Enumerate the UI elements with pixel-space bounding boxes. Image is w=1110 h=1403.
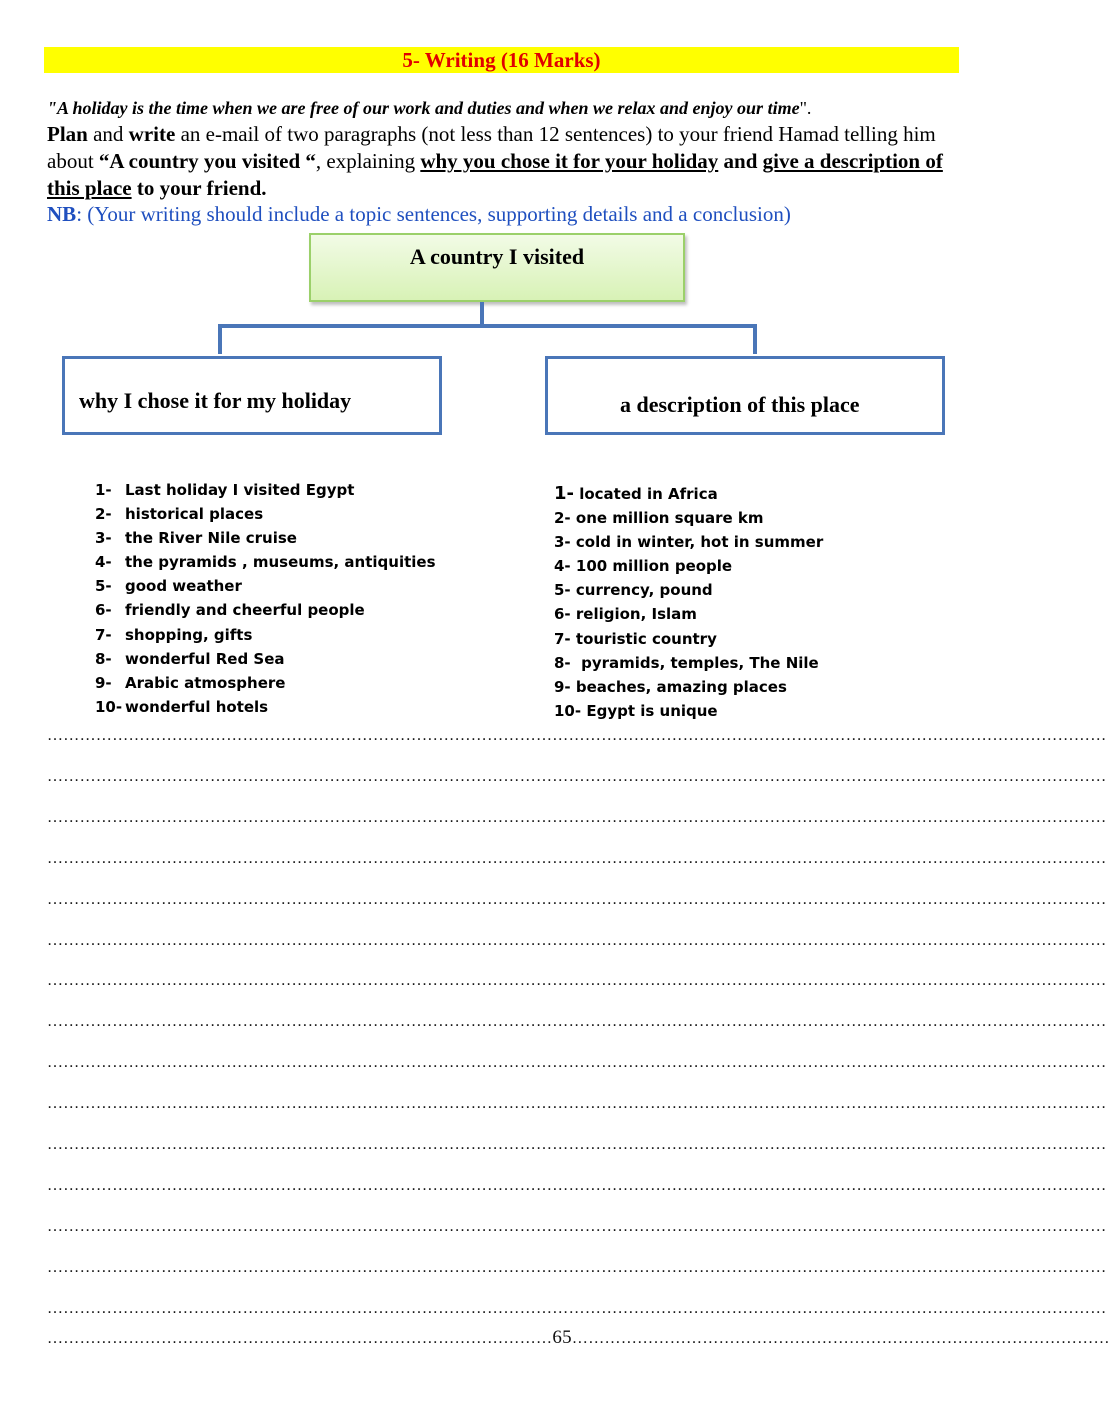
list-item-text: Last holiday I visited Egypt [125,481,355,499]
writing-line: …………………………………………………………………………………………………………………………………………………………………………… [47,1299,1107,1317]
section-title: 5- Writing (16 Marks) [44,47,959,73]
task-plan: Plan [47,122,88,146]
writing-line: …………………………………………………………………………………………………………………………………………………………………………… [47,808,1107,826]
list-item-number: 9- [554,677,571,696]
last-line-left: ………………………………………………………………………………… [47,1330,553,1347]
diagram-connector-stem [480,302,484,326]
reasons-list [95,478,436,719]
list-item [95,695,436,719]
list-item-number: 4- [95,553,112,572]
task-and: and [87,122,129,146]
writing-line: …………………………………………………………………………………………………………………………………………………………………………… [47,767,1107,785]
list-item-number: 6- [554,605,571,624]
task-write: write [128,122,176,146]
list-item-text: wonderful hotels [125,697,269,716]
list-item-text: Egypt is unique [581,701,718,720]
list-item-number: 7- [554,629,571,648]
task-and-2: and [718,149,763,173]
list-item-number: 3- [554,533,571,552]
diagram-connector-left [218,324,222,354]
list-item [95,502,436,526]
list-item [95,478,436,502]
list-item-text: good weather [125,577,242,596]
list-item [95,526,436,550]
task-text-2: , explaining [315,149,421,173]
list-item-number: 2- [95,505,112,524]
writing-line: …………………………………………………………………………………………………………………………………………………………………………… [47,727,1107,744]
list-item-number: 8- [95,649,112,668]
list-item [95,647,436,671]
quote-text: "A holiday is the time when we are free of our work and duties and when we relax and enjoy our time [47,98,800,118]
task-topic: “A country you visited “ [98,149,316,173]
list-item-text: currency, pound [570,581,713,600]
list-item [554,554,823,578]
diagram-right-label: a description of this place [620,392,860,417]
task-tail: to your friend. [131,176,267,200]
list-item-text: religion, Islam [570,605,697,624]
list-item-text: 100 million people [570,557,733,576]
list-item [95,574,436,598]
list-item [95,550,436,574]
list-item [554,530,823,554]
list-item [554,699,823,723]
list-item [554,675,823,699]
diagram-left-label: why I chose it for my holiday [79,388,352,413]
list-item-number: 1- [95,481,112,499]
list-item-text: touristic country [570,629,717,648]
list-item [95,671,436,695]
list-item-number: 2- [554,509,571,528]
list-item-number: 9- [95,673,112,692]
writing-line: …………………………………………………………………………………………………………………………………………………………………………… [47,1176,1107,1194]
list-item-text: cold in winter, hot in summer [570,533,824,552]
list-item-text: one million square km [570,509,764,528]
list-item [554,651,823,675]
list-item-text: wonderful Red Sea [125,649,285,668]
writing-line: …………………………………………………………………………………………………………………………………………………………………………… [47,1095,1107,1113]
list-item [554,602,823,626]
writing-line: …………………………………………………………………………………………………………………………………………………………………………… [47,1217,1107,1235]
list-item-text: historical places [125,505,264,524]
writing-line: …………………………………………………………………………………………………………………………………………………………………………… [47,1054,1107,1072]
diagram-connector-bar [218,324,757,328]
diagram-center-label: A country I visited [409,244,585,269]
list-item-number: 4- [554,557,571,576]
list-item-number: 5- [554,581,571,600]
writing-line: …………………………………………………………………………………………………………………………………………………………………………… [47,1136,1107,1153]
list-item-number: 10- [95,697,123,716]
list-item [95,598,436,622]
list-item-text: the River Nile cruise [125,529,297,548]
task-desc: give a description of this place [47,149,943,200]
list-item-text: pyramids, temples, The Nile [570,653,819,672]
quote-end: ". [799,98,812,118]
list-item [554,578,823,602]
list-item-number: 1- [554,483,574,504]
list-item-number: 10- [554,701,582,720]
list-item-text: located in Africa [574,485,718,503]
list-item-number: 3- [95,529,112,548]
writing-line: …………………………………………………………………………………………………………………………………………………………………………… [47,890,1107,908]
writing-line: …………………………………………………………………………………………………………………………………………………………………………… [47,1258,1107,1276]
last-line-right: ……………………………………………………………………………………… [571,1330,1110,1347]
task-text-1: an e-mail of two paragraphs (not less than 12 sentences) to your friend Hamad telling him about [47,122,936,173]
writing-line: …………………………………………………………………………………………………………………………………………………………………………… [47,1013,1107,1031]
list-item-text: Arabic atmosphere [125,673,286,692]
task-why: why you chose it for your holiday [420,149,719,173]
list-item-number: 7- [95,625,112,644]
task-instructions [47,121,952,202]
page-number: 65 [552,1327,572,1348]
list-item [554,627,823,651]
writing-line: …………………………………………………………………………………………………………………………………………………………………………… [47,849,1107,867]
list-item-text: beaches, amazing places [570,677,787,696]
list-item-text: shopping, gifts [125,625,253,644]
list-item-number: 6- [95,601,112,620]
list-item-number: 8- [554,653,571,672]
diagram-right-box [545,356,945,435]
writing-line: …………………………………………………………………………………………………………………………………………………………………………… [47,972,1107,990]
list-item [554,482,823,506]
list-item-text: friendly and cheerful people [125,601,365,620]
diagram-center-box [309,233,685,302]
list-item-text: the pyramids , museums, antiquities [125,553,436,572]
note [47,202,791,227]
list-item-number: 5- [95,577,112,596]
list-item [554,506,823,530]
diagram-left-box [62,356,442,435]
note-label: NB [47,202,77,226]
note-text: : (Your writing should include a topic sentences, supporting details and a conclusion) [76,202,791,226]
list-item [95,623,436,647]
writing-line: …………………………………………………………………………………………………………………………………………………………………………… [47,931,1107,949]
writing-line-last [47,1327,1110,1349]
quote [47,98,947,119]
diagram-connector-right [753,324,757,354]
description-list [554,482,823,723]
